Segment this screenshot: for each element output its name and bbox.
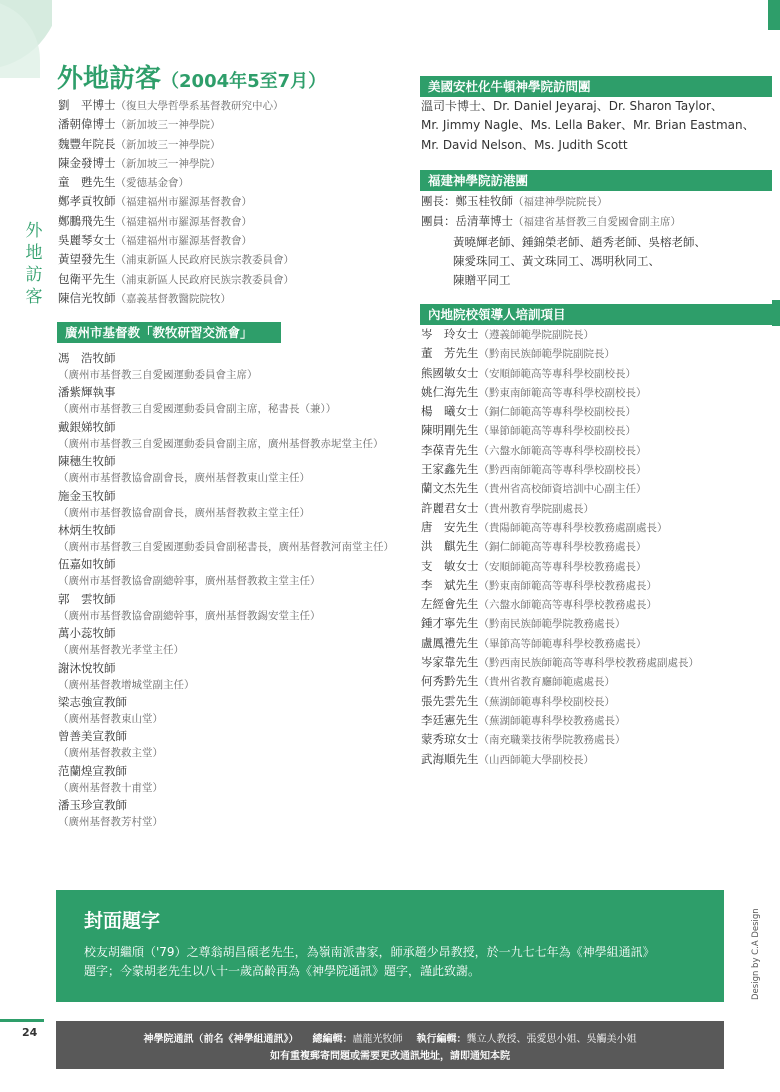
mainland-item xyxy=(421,344,766,363)
fujian-member-line: 黃曉輝老師、鍾錦榮老師、趙秀老師、吳榕老師、 xyxy=(453,234,706,249)
top-right-accent-bar xyxy=(768,0,780,30)
visitor-affiliation: （愛德基金會） xyxy=(115,177,189,190)
guangzhou-affiliation: （廣州基督教東山堂） xyxy=(58,712,163,725)
footer-note: 如有重複郵寄問題或需要更改通訊地址，請即通知本院 xyxy=(270,1051,510,1062)
fujian-members-label: 團員： xyxy=(421,214,456,229)
mainland-affiliation: （黔南民族師範學院教務處長） xyxy=(478,618,626,631)
guangzhou-name: 郭 雲牧師 xyxy=(58,591,116,606)
mainland-name: 姚仁海先生 xyxy=(421,384,479,399)
guangzhou-item xyxy=(58,625,398,659)
mainland-name: 左經會先生 xyxy=(421,597,479,612)
guangzhou-name: 潘紫輝執事 xyxy=(58,385,116,400)
mainland-name: 張先雲先生 xyxy=(421,693,479,708)
mainland-affiliation: （蕪湖師範專科學校副校長） xyxy=(478,695,615,708)
mainland-name: 盧鳳禮先生 xyxy=(421,635,479,650)
mainland-item xyxy=(421,634,766,653)
guangzhou-affiliation: （廣州市基督教協會副總幹事，廣州基督教錫安堂主任） xyxy=(58,609,321,622)
page-title-main: 外地訪客 xyxy=(57,64,162,94)
mainland-item xyxy=(421,364,766,383)
mainland-affiliation: （黔西南民族師範高等專科學校教務處副處長） xyxy=(478,657,699,670)
guangzhou-item xyxy=(58,350,398,384)
guangzhou-name: 潘玉珍宣教師 xyxy=(58,798,127,813)
guangzhou-item xyxy=(58,488,398,522)
visitor-item xyxy=(58,270,398,289)
visitor-affiliation: （新加坡三一神學院） xyxy=(115,157,221,170)
guangzhou-name: 林炳生牧師 xyxy=(58,522,116,537)
mainland-name: 洪 麒先生 xyxy=(421,539,479,554)
cover-text-line: 題字；今蒙胡老先生以八十一歲高齡再為《神學院通訊》題字，謹此致謝。 xyxy=(84,964,481,978)
mainland-affiliation: （安順師範高等專科學校副校長） xyxy=(478,367,636,380)
mainland-affiliation: （黔東南師範高等專科學校教務處長） xyxy=(478,579,657,592)
mainland-item xyxy=(421,750,766,769)
visitor-affiliation: （復旦大學哲學系基督教研究中心） xyxy=(115,100,284,112)
mainland-section-header: 內地院校領導人培訓項目 xyxy=(420,304,772,325)
mainland-item xyxy=(421,460,766,479)
mainland-item xyxy=(421,479,766,498)
mainland-affiliation: （遵義師範學院副院長） xyxy=(478,329,594,341)
guangzhou-affiliation: （廣州基督教光孝堂主任） xyxy=(58,644,184,657)
guangzhou-item xyxy=(58,522,398,556)
mainland-affiliation: （貴州教育學院副處長） xyxy=(478,502,594,515)
visitor-list xyxy=(58,96,398,308)
visitor-item xyxy=(58,115,398,134)
mainland-name: 鍾才寧先生 xyxy=(421,616,479,631)
visitor-item xyxy=(58,154,398,173)
visitor-name: 黃望發先生 xyxy=(58,252,116,267)
us-visit-line: Mr. Jimmy Nagle、Ms. Lella Baker、Mr. Brian Eastman、 xyxy=(421,118,755,133)
mainland-affiliation: （蕪湖師範專科學校教務處長） xyxy=(478,714,626,727)
right-accent-bar xyxy=(772,300,780,326)
guangzhou-name: 施金玉牧師 xyxy=(58,488,116,503)
visitor-name: 吳麗琴女士 xyxy=(58,233,116,248)
mainland-affiliation: （南充職業技術學院教務處長） xyxy=(478,734,626,747)
guangzhou-affiliation: （廣州基督教增城堂副主任） xyxy=(58,678,195,691)
corner-decoration xyxy=(0,0,52,78)
mainland-affiliation: （六盤水師範高等專科學校教務處長） xyxy=(478,599,657,612)
page-number-rule xyxy=(0,1019,44,1022)
guangzhou-name: 梁志強宣教師 xyxy=(58,694,127,709)
guangzhou-affiliation: （廣州基督教十甫堂） xyxy=(58,781,163,794)
mainland-affiliation: （貴州省教育廳師範處處長） xyxy=(478,676,615,689)
fujian-member-line: 陳贈平同工 xyxy=(453,273,511,288)
page-title xyxy=(57,58,326,95)
footer-exec-label: 執行編輯： xyxy=(416,1034,467,1045)
footer-chief: 盧龍光牧師 xyxy=(352,1034,403,1045)
mainland-affiliation: （銅仁師範高等專科學校教務處長） xyxy=(478,541,647,554)
visitor-affiliation: （福建福州市羅源基督教會） xyxy=(115,196,252,209)
visitor-affiliation: （浦東新區人民政府民族宗教委員會） xyxy=(115,254,294,267)
guangzhou-affiliation: （廣州基督教救主堂） xyxy=(58,747,163,760)
visitor-name: 陳信光牧師 xyxy=(58,290,116,305)
mainland-name: 楊 曦女士 xyxy=(421,404,479,419)
mainland-name: 武海順先生 xyxy=(421,751,479,766)
page-number: 24 xyxy=(22,1026,38,1039)
mainland-item xyxy=(421,383,766,402)
mainland-list xyxy=(421,325,766,769)
guangzhou-name: 范蘭煌宣教師 xyxy=(58,763,127,778)
mainland-item xyxy=(421,595,766,614)
mainland-item xyxy=(421,711,766,730)
guangzhou-item xyxy=(58,419,398,453)
visitor-name: 包衛平先生 xyxy=(58,271,116,286)
fujian-leader-label: 團長： xyxy=(421,194,456,208)
mainland-item xyxy=(421,672,766,691)
mainland-item xyxy=(421,730,766,749)
cover-title: 封面題字 xyxy=(84,910,161,932)
visitor-item xyxy=(58,173,398,192)
mainland-affiliation: （六盤水師範高等專科學校副校長） xyxy=(478,444,647,457)
mainland-item xyxy=(421,402,766,421)
mainland-item xyxy=(421,518,766,537)
fujian-member-line: 陳愛珠同工、黃文珠同工、馮明秋同工、 xyxy=(453,253,660,268)
mainland-affiliation: （黔東南師範高等專科學校副校長） xyxy=(478,386,647,399)
guangzhou-item xyxy=(58,797,398,831)
guangzhou-name: 陳穗生牧師 xyxy=(58,454,116,469)
mainland-name: 蘭文杰先生 xyxy=(421,481,479,496)
guangzhou-affiliation: （廣州市基督教協會副會長，廣州基督教東山堂主任） xyxy=(58,472,310,485)
side-vertical-label: 外地訪客 xyxy=(25,221,43,307)
mainland-item xyxy=(421,614,766,633)
guangzhou-affiliation: （廣州市基督教三自愛國運動委員會主席） xyxy=(58,369,258,381)
mainland-affiliation: （安順師範高等專科學校教務處長） xyxy=(478,560,647,573)
mainland-item xyxy=(421,325,766,344)
guangzhou-affiliation: （廣州基督教芳村堂） xyxy=(58,816,163,829)
visitor-name: 陳金發博士 xyxy=(58,155,116,170)
us-visit-section-header: 美國安杜化牛頓神學院訪問團 xyxy=(420,76,772,97)
us-visit-line: Mr. David Nelson、Ms. Judith Scott xyxy=(421,137,628,152)
mainland-item xyxy=(421,653,766,672)
visitor-affiliation: （嘉義基督教醫院院牧） xyxy=(115,292,231,305)
mainland-name: 李葆青先生 xyxy=(421,442,479,457)
mainland-affiliation: （畢節高等師範專科學校教務處長） xyxy=(478,637,647,650)
visitor-name: 童 甦先生 xyxy=(58,175,116,190)
mainland-name: 蒙秀琼女士 xyxy=(421,732,479,747)
visitor-item xyxy=(58,135,398,154)
guangzhou-item xyxy=(58,591,398,625)
guangzhou-affiliation: （廣州市基督教三自愛國運動委員會副主席，廣州基督教赤坭堂主任） xyxy=(58,437,384,450)
mainland-item xyxy=(421,499,766,518)
visitor-affiliation: （福建福州市羅源基督教會） xyxy=(115,235,252,248)
guangzhou-affiliation: （廣州市基督教協會副會長，廣州基督教救主堂主任） xyxy=(58,506,310,519)
mainland-affiliation: （貴陽師範高等專科學校教務處副處長） xyxy=(478,521,668,534)
guangzhou-item xyxy=(58,453,398,487)
visitor-affiliation: （新加坡三一神學院） xyxy=(115,119,221,132)
visitor-item xyxy=(58,289,398,308)
footer xyxy=(56,1021,724,1069)
visitor-item xyxy=(58,212,398,231)
design-credit: Design by C.A Design xyxy=(751,908,761,1000)
footer-exec: 龔立人教授、張愛思小姐、吳觸美小姐 xyxy=(466,1034,637,1045)
guangzhou-list xyxy=(58,350,398,831)
mainland-item xyxy=(421,576,766,595)
guangzhou-name: 戴銀娣牧師 xyxy=(58,419,116,434)
footer-credits xyxy=(56,1031,724,1048)
mainland-name: 支 敏女士 xyxy=(421,558,479,573)
mainland-name: 唐 安先生 xyxy=(421,519,479,534)
visitor-item xyxy=(58,96,398,115)
guangzhou-item xyxy=(58,660,398,694)
footer-chief-label: 總編輯： xyxy=(312,1034,353,1045)
mainland-item xyxy=(421,692,766,711)
fujian-leader-name: 鄭玉桂牧師 xyxy=(455,194,513,208)
mainland-name: 王家鑫先生 xyxy=(421,462,479,477)
mainland-item xyxy=(421,421,766,440)
guangzhou-item xyxy=(58,384,398,418)
mainland-name: 許麗君女士 xyxy=(421,500,479,515)
visitor-item xyxy=(58,192,398,211)
mainland-affiliation: （畢節師範高等專科學校副校長） xyxy=(478,425,636,438)
guangzhou-section-header: 廣州市基督教「教牧研習交流會」 xyxy=(57,322,281,343)
mainland-affiliation: （黔西南師範高等專科學校副校長） xyxy=(478,464,647,477)
guangzhou-affiliation: （廣州市基督教協會副總幹事，廣州基督教救主堂主任） xyxy=(58,575,321,588)
mainland-name: 熊國敏女士 xyxy=(421,365,479,380)
mainland-item xyxy=(421,441,766,460)
guangzhou-name: 伍嘉如牧師 xyxy=(58,557,116,572)
visitor-name: 魏豐年院長 xyxy=(58,136,116,151)
cover-calligraphy-box xyxy=(56,890,724,1002)
page-title-sub: （2004年5至7月） xyxy=(161,71,327,92)
us-visit-names xyxy=(421,97,761,155)
mainland-name: 岑家靠先生 xyxy=(421,655,479,670)
mainland-affiliation: （山西師範大學副校長） xyxy=(478,753,594,766)
visitor-affiliation: （浦東新區人民政府民族宗教委員會） xyxy=(115,273,294,286)
guangzhou-item xyxy=(58,556,398,590)
fujian-leader-row xyxy=(421,192,766,212)
guangzhou-affiliation: （廣州市基督教三自愛國運動委員會副秘書長，廣州基督教河南堂主任） xyxy=(58,540,394,553)
fujian-member-row xyxy=(421,212,766,232)
guangzhou-affiliation: （廣州市基督教三自愛國運動委員會副主席，秘書長（兼）） xyxy=(58,403,337,416)
visitor-name: 潘朝偉博士 xyxy=(58,117,116,132)
mainland-item xyxy=(421,537,766,556)
guangzhou-name: 萬小蕊牧師 xyxy=(58,626,116,641)
visitor-affiliation: （福建福州市羅源基督教會） xyxy=(115,215,252,228)
mainland-name: 李廷憲先生 xyxy=(421,712,479,727)
us-visit-line: 溫司卡博士、Dr. Daniel Jeyaraj、Dr. Sharon Taylor、 xyxy=(421,99,723,113)
footer-newsletter: 神學院通訊（前名《神學組通訊》） xyxy=(143,1034,299,1045)
visitor-item xyxy=(58,231,398,250)
mainland-name: 岑 玲女士 xyxy=(421,327,479,341)
visitor-affiliation: （新加坡三一神學院） xyxy=(115,138,221,151)
guangzhou-name: 曾善美宣教師 xyxy=(58,729,127,744)
guangzhou-name: 謝沐悅牧師 xyxy=(58,660,116,675)
mainland-name: 陳明剛先生 xyxy=(421,423,479,438)
guangzhou-item xyxy=(58,694,398,728)
guangzhou-item xyxy=(58,728,398,762)
fujian-list xyxy=(421,192,766,290)
fujian-leader-affil: （福建神學院院長） xyxy=(513,196,608,208)
visitor-name: 劉 平博士 xyxy=(58,98,116,112)
mainland-affiliation: （黔南民族師範學院副院長） xyxy=(478,348,615,361)
fujian-member-first-affil: （福建省基督教三自愛國會副主席） xyxy=(513,216,681,229)
mainland-affiliation: （貴州省高校師資培訓中心副主任） xyxy=(478,483,647,496)
fujian-section-header: 福建神學院訪港團 xyxy=(420,170,772,191)
visitor-name: 鄭鵬飛先生 xyxy=(58,213,116,228)
guangzhou-item xyxy=(58,763,398,797)
guangzhou-name: 馮 浩牧師 xyxy=(58,351,116,365)
mainland-name: 董 芳先生 xyxy=(421,346,479,361)
mainland-name: 何秀黔先生 xyxy=(421,674,479,689)
visitor-name: 鄭孝貢牧師 xyxy=(58,194,116,209)
cover-text-line: 校友胡繼頎（'79）之尊翁胡昌碩老先生，為嶺南派書家，師承趙少昂教授，於一九七七年為《神學組通訊》 xyxy=(84,945,655,959)
mainland-name: 李 斌先生 xyxy=(421,577,479,592)
fujian-member-first: 岳清華博士 xyxy=(455,214,513,229)
mainland-item xyxy=(421,557,766,576)
mainland-affiliation: （銅仁師範高等專科學校副校長） xyxy=(478,406,636,419)
visitor-item xyxy=(58,250,398,269)
